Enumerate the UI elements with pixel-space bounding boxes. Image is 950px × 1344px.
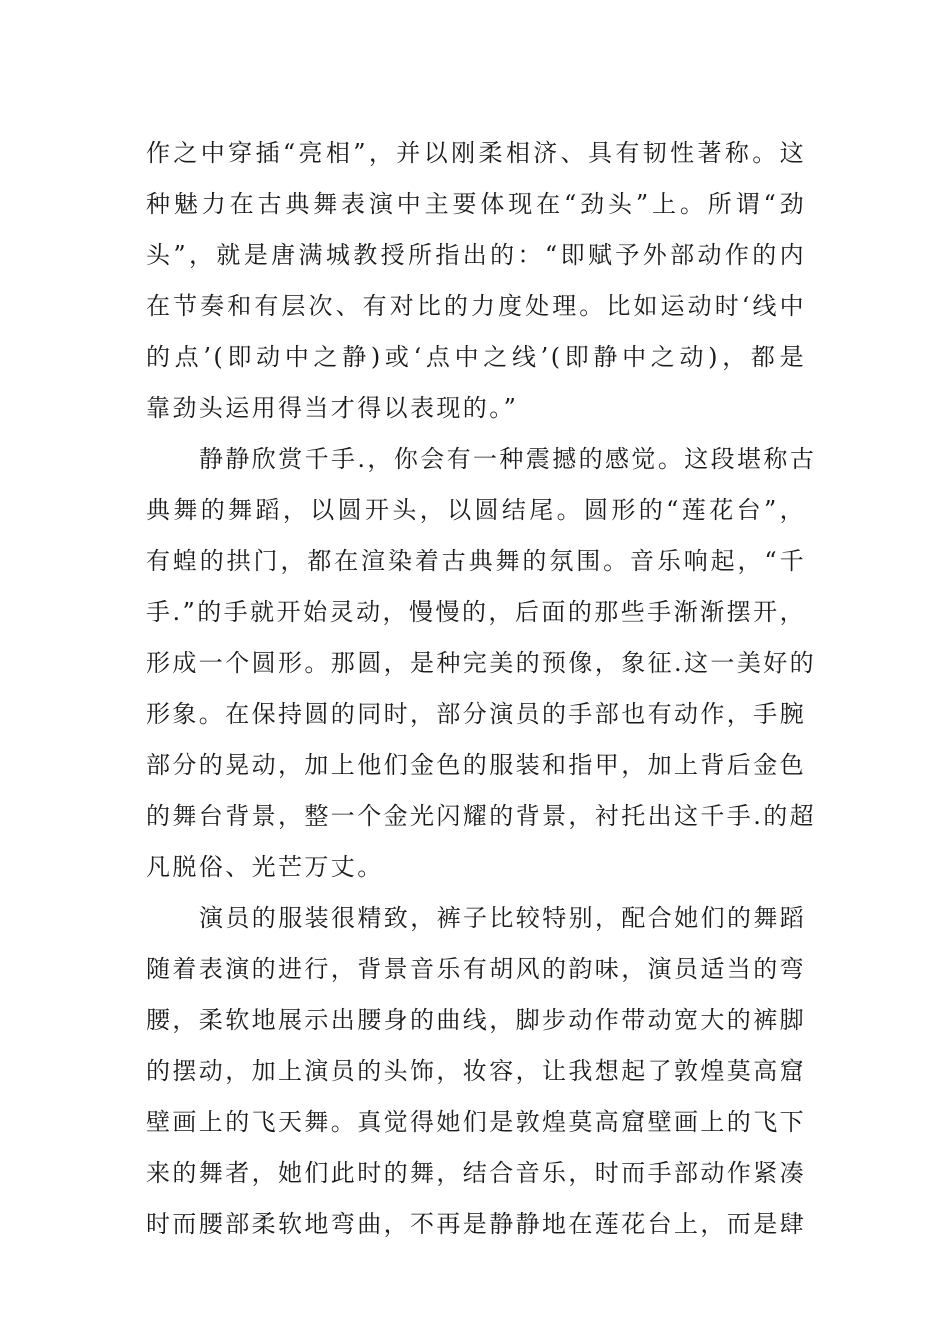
- text-line: 的摆动，加上演员的头饰，妆容，让我想起了敦煌莫高窟: [146, 1057, 806, 1085]
- text-line: 典舞的舞蹈，以圆开头，以圆结尾。圆形的“莲花台”，: [146, 496, 806, 524]
- text-line: 来的舞者，她们此时的舞，结合音乐，时而手部动作紧凑: [146, 1159, 806, 1187]
- text-line: 靠劲头运用得当才得以表现的。”: [146, 394, 519, 422]
- document-body: [146, 128, 817, 1250]
- text-line: 部分的晃动，加上他们金色的服装和指甲，加上背后金色: [146, 751, 806, 779]
- text-line: 凡脱俗、光芒万丈。: [146, 853, 384, 881]
- text-line: 形成一个圆形。那圆，是种完美的预像，象征.这一美好的: [146, 649, 817, 677]
- paragraph-first-line: 演员的服装很精致，裤子比较特别，配合她们的舞蹈: [199, 904, 807, 932]
- text-line: 手.”的手就开始灵动，慢慢的，后面的那些手渐渐摆开，: [146, 598, 806, 626]
- text-line: 形象。在保持圆的同时，部分演员的手部也有动作，手腕: [146, 700, 806, 728]
- text-line: 头”，就是唐满城教授所指出的：“即赋予外部动作的内: [146, 241, 806, 269]
- text-line: 作之中穿插“亮相”，并以刚柔相济、具有韧性著称。这: [146, 139, 806, 167]
- text-line: 的点’(即动中之静)或‘点中之线’(即静中之动)，都是: [146, 343, 806, 371]
- paragraph-first-line: 静静欣赏千手.，你会有一种震撼的感觉。这段堪称古: [199, 445, 817, 473]
- text-line: 在节奏和有层次、有对比的力度处理。比如运动时‘线中: [146, 292, 806, 320]
- text-line: 腰，柔软地展示出腰身的曲线，脚步动作带动宽大的裤脚: [146, 1006, 806, 1034]
- text-line: 时而腰部柔软地弯曲，不再是静静地在莲花台上，而是肆: [146, 1210, 806, 1238]
- text-line: 的舞台背景，整一个金光闪耀的背景，衬托出这千手.的超: [146, 802, 817, 830]
- text-line: 种魅力在古典舞表演中主要体现在“劲头”上。所谓“劲: [146, 190, 806, 218]
- text-line: 随着表演的进行，背景音乐有胡风的韵味，演员适当的弯: [146, 955, 806, 983]
- text-line: 壁画上的飞天舞。真觉得她们是敦煌莫高窟壁画上的飞下: [146, 1108, 806, 1136]
- text-line: 有蝗的拱门，都在渲染着古典舞的氛围。音乐响起，“千: [146, 547, 806, 575]
